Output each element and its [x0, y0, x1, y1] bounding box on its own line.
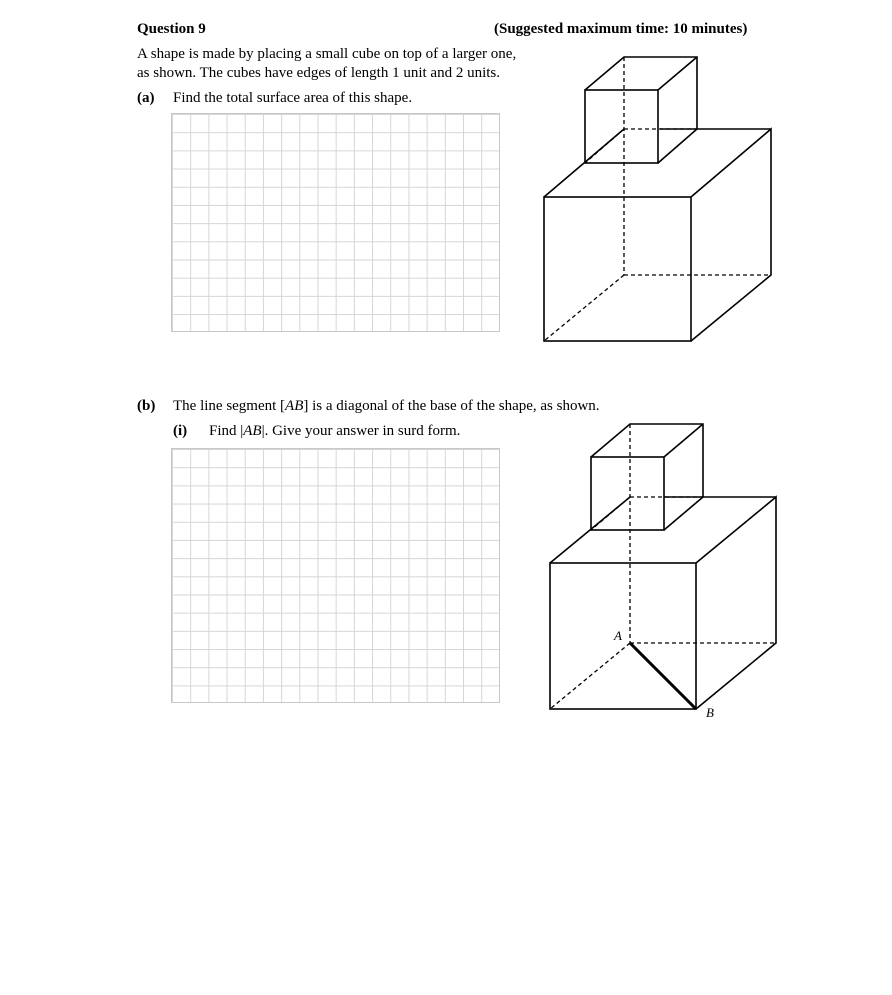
point-a-label: A [614, 628, 622, 643]
time-note: (Suggested maximum time: 10 minutes) [494, 21, 748, 37]
point-b-label: B [706, 705, 714, 720]
part-a-label: (a) [137, 90, 155, 106]
part-b-text: The line segment [AB] is a diagonal of the base of the shape, as shown. [173, 398, 600, 414]
segment-ab [630, 643, 696, 709]
part-b-label: (b) [137, 398, 156, 414]
part-b-i-label: (i) [173, 423, 188, 439]
intro-line-1: A shape is made by placing a small cube on top of a larger one, [137, 46, 517, 62]
part-a-text: Find the total surface area of this shape. [173, 90, 413, 106]
intro-line-2: as shown. The cubes have edges of length 1 unit and 2 units. [137, 65, 500, 81]
part-b-i-text: Find |AB|. Give your answer in surd form. [209, 423, 461, 439]
question-title: Question 9 [137, 21, 206, 37]
